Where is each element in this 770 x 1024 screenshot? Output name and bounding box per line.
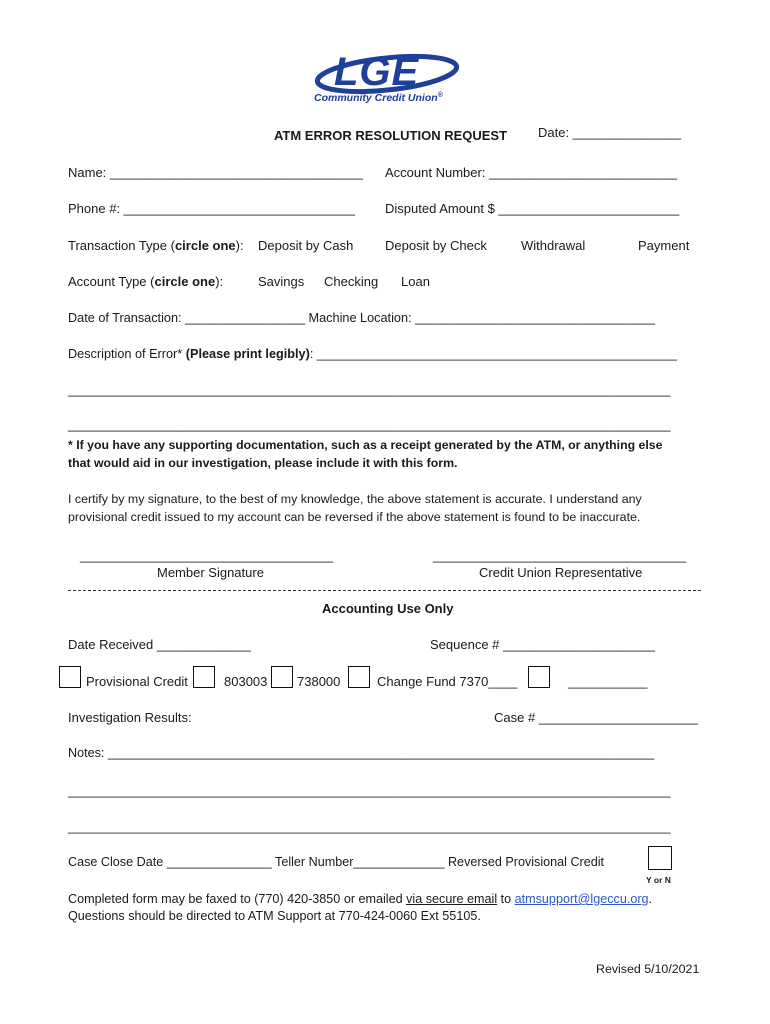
documentation-note-line-2: that would aid in our investigation, please include it with this form. xyxy=(68,456,458,470)
secure-email-link[interactable]: via secure email xyxy=(406,892,498,906)
lge-logo xyxy=(312,48,462,108)
change-fund-checkbox[interactable] xyxy=(348,666,370,688)
account-number-field[interactable]: Account Number: __________________________ xyxy=(385,165,678,180)
rep-signature-line[interactable]: ___________________________________ xyxy=(433,548,687,563)
notes-field[interactable]: Notes: ______________________________________________________________________________ xyxy=(68,746,655,760)
option-deposit-cash[interactable]: Deposit by Cash xyxy=(258,238,354,253)
certify-text-line-2: provisional credit issued to my account can be reversed if the above statement is found to be inaccurate. xyxy=(68,510,641,524)
email-link[interactable]: atmsupport@lgeccu.org xyxy=(514,892,649,906)
code-803003-label: 803003 xyxy=(224,674,268,689)
divider-dashed xyxy=(68,590,701,591)
option-loan[interactable]: Loan xyxy=(401,274,430,289)
phone-field[interactable]: Phone #: ________________________________ xyxy=(68,201,356,216)
code-803003-checkbox[interactable] xyxy=(193,666,215,688)
y-or-n-label: Y or N xyxy=(646,875,671,885)
form-title: ATM ERROR RESOLUTION REQUEST xyxy=(274,128,508,143)
documentation-note-line-1: * If you have any supporting documentation, such as a receipt generated by the ATM, or anything else xyxy=(68,438,663,452)
notes-line-3[interactable]: ______________________________________________________________________________________ xyxy=(68,820,671,834)
case-number-field[interactable]: Case # ______________________ xyxy=(494,710,698,725)
option-withdrawal[interactable]: Withdrawal xyxy=(521,238,586,253)
logo-brand: LGE xyxy=(334,50,420,94)
description-line-2[interactable]: ______________________________________________________________________________________ xyxy=(68,383,671,397)
reversed-credit-checkbox[interactable] xyxy=(648,846,672,870)
account-type-label: Account Type (circle one): xyxy=(68,274,224,289)
description-line-3[interactable]: ______________________________________________________________________________________ xyxy=(68,418,671,432)
sequence-field[interactable]: Sequence # _____________________ xyxy=(430,637,655,652)
code-738000-label: 738000 xyxy=(297,674,341,689)
option-checking[interactable]: Checking xyxy=(324,274,379,289)
notes-line-2[interactable]: ______________________________________________________________________________________ xyxy=(68,784,671,798)
footer-fax-line: Completed form may be faxed to (770) 420-3850 or emailed via secure email to atmsupport@lgeccu.org. xyxy=(68,892,653,906)
certify-text-line-1: I certify by my signature, to the best of my knowledge, the above statement is accurate. I understand any xyxy=(68,492,642,506)
case-close-row[interactable]: Case Close Date _______________ Teller Number_____________ Reversed Provisional Credit xyxy=(68,855,605,869)
footer-questions-line: Questions should be directed to ATM Support at 770-424-0060 Ext 55105. xyxy=(68,909,481,923)
option-savings[interactable]: Savings xyxy=(258,274,305,289)
disputed-amount-field[interactable]: Disputed Amount $ _________________________ xyxy=(385,201,680,216)
member-signature-label: Member Signature xyxy=(157,565,264,580)
date-received-field[interactable]: Date Received _____________ xyxy=(68,637,251,652)
date-location-field[interactable]: Date of Transaction: _________________ Machine Location: __________________________________ xyxy=(68,311,655,325)
investigation-results-label: Investigation Results: xyxy=(68,710,192,725)
member-signature-line[interactable]: ___________________________________ xyxy=(80,548,334,563)
provisional-credit-checkbox[interactable] xyxy=(59,666,81,688)
accounting-heading: Accounting Use Only xyxy=(322,601,454,616)
option-deposit-check[interactable]: Deposit by Check xyxy=(385,238,487,253)
code-738000-checkbox[interactable] xyxy=(271,666,293,688)
change-fund-field[interactable]: Change Fund 7370____ xyxy=(377,674,518,689)
other-blank-field[interactable]: ___________ xyxy=(568,674,648,689)
date-field[interactable]: Date: _______________ xyxy=(538,125,682,140)
option-payment[interactable]: Payment xyxy=(638,238,690,253)
other-checkbox[interactable] xyxy=(528,666,550,688)
revised-date: Revised 5/10/2021 xyxy=(596,962,700,976)
transaction-type-label: Transaction Type (circle one): xyxy=(68,238,244,253)
provisional-credit-label: Provisional Credit xyxy=(86,674,188,689)
name-field[interactable]: Name: ___________________________________ xyxy=(68,165,363,180)
description-field[interactable]: Description of Error* (Please print legibly): ___________________________________________________ xyxy=(68,347,677,361)
logo-tagline: Community Credit Union® xyxy=(314,92,443,104)
rep-signature-label: Credit Union Representative xyxy=(479,565,643,580)
